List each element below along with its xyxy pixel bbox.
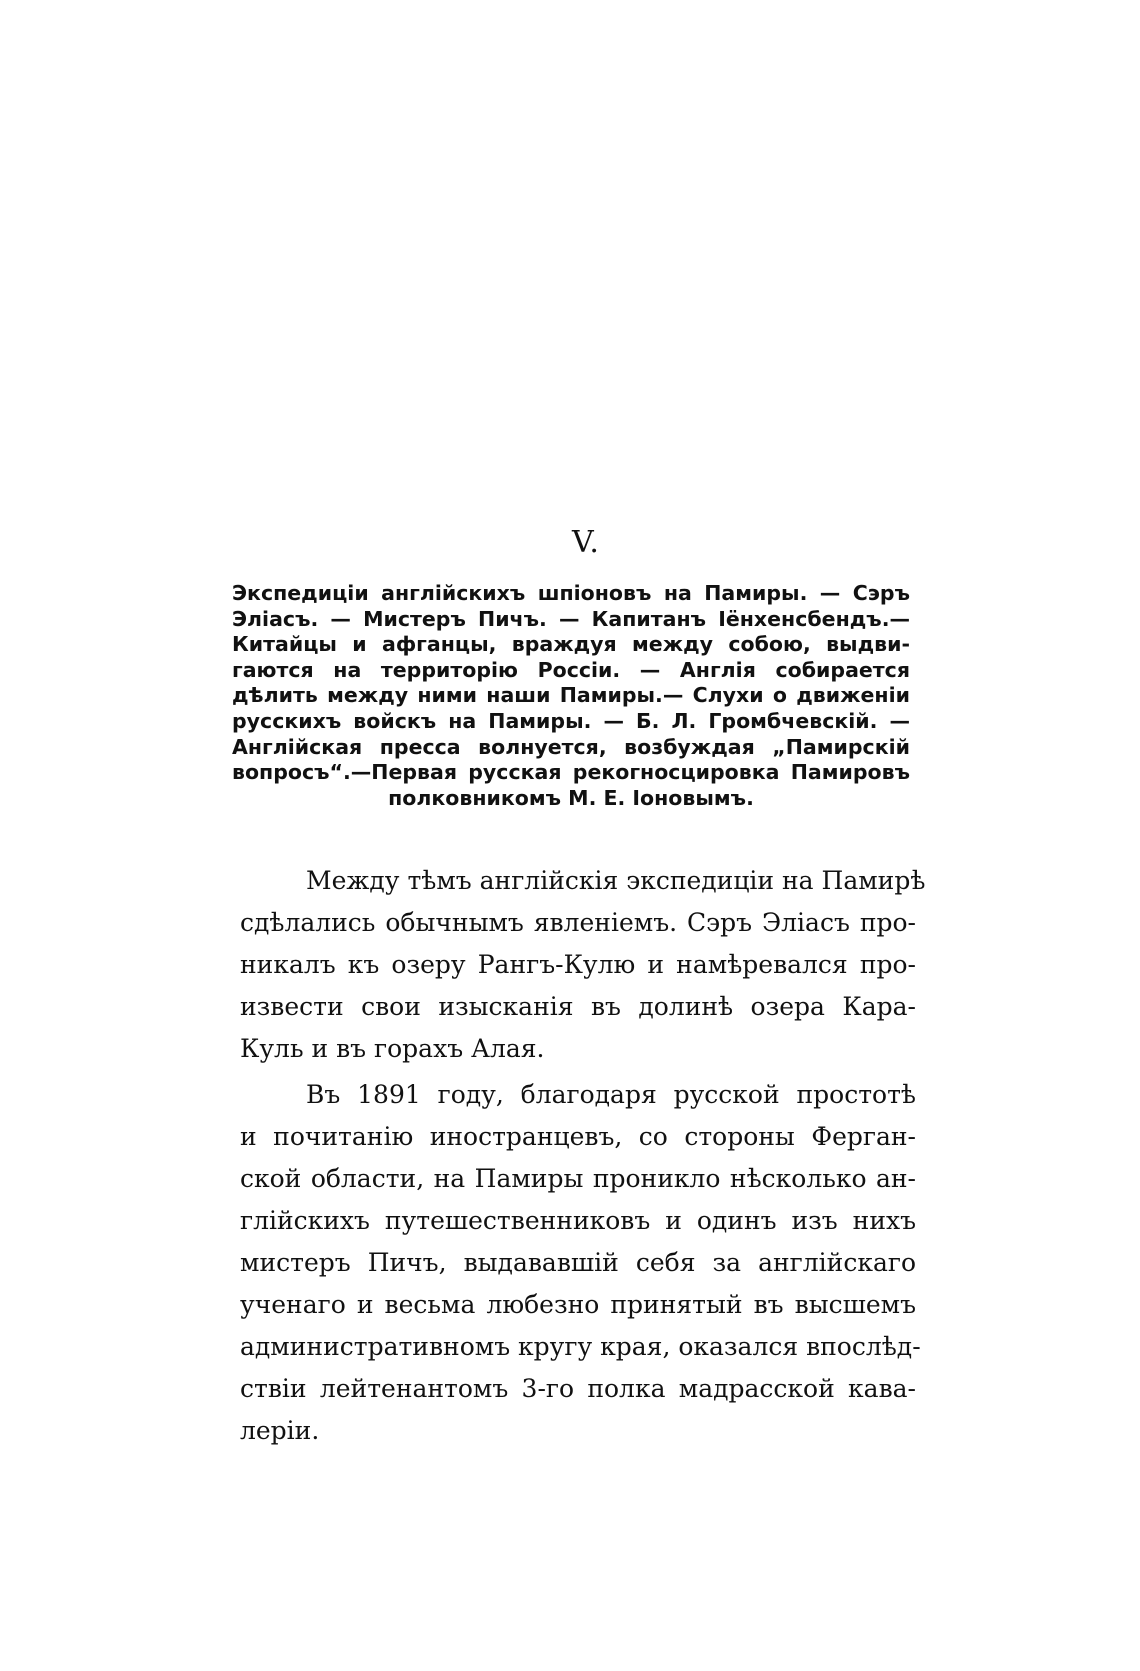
paragraph-line: глійскихъ путешественниковъ и одинъ изъ нихъ [240, 1206, 916, 1235]
paragraph-line: ской области, на Памиры проникло нѣсколько ан- [240, 1164, 916, 1193]
body-text [240, 860, 926, 1452]
paragraph-line: сдѣлались обычнымъ явленіемъ. Сэръ Эліасъ про- [240, 908, 916, 937]
chapter-number: V. [572, 525, 600, 560]
paragraph-line: ученаго и весьма любезно принятый въ высшемъ [240, 1290, 916, 1319]
summary-line: Эліасъ. — Мистеръ Пичъ. — Капитанъ Іёнхенсбендъ.— [232, 606, 910, 631]
chapter-summary [232, 581, 910, 811]
paragraph-line: никалъ къ озеру Рангъ-Кулю и намѣревался про- [240, 950, 916, 979]
paragraph-line: Между тѣмъ англійскія экспедиціи на Памирѣ [306, 866, 926, 895]
summary-line: русскихъ войскъ на Памиры. — Б. Л. Громбчевскій. — [232, 708, 910, 733]
summary-line: полковникомъ М. Е. Іоновымъ. [388, 785, 754, 810]
paragraph-line: административномъ кругу края, оказался впослѣд- [240, 1332, 921, 1361]
summary-line: Китайцы и афганцы, враждуя между собою, выдви- [232, 632, 910, 657]
paragraph-1 [240, 860, 926, 1070]
paragraph-2 [240, 1074, 921, 1452]
paragraph-line: Куль и въ горахъ Алая. [240, 1034, 545, 1063]
paragraph-line: леріи. [240, 1416, 320, 1445]
paragraph-line: извести свои изысканія въ долинѣ озера Кара- [240, 992, 916, 1021]
paragraph-line: и почитанію иностранцевъ, со стороны Ферган- [240, 1122, 916, 1151]
paragraph-line: Въ 1891 году, благодаря русской простотѣ [306, 1080, 916, 1109]
summary-line: вопросъ“.—Первая русская рекогносцировка Памировъ [232, 760, 910, 785]
summary-line: Экспедиціи англійскихъ шпіоновъ на Памиры. — Сэръ [232, 581, 910, 605]
summary-line: дѣлить между ними наши Памиры.— Слухи о движеніи [232, 683, 910, 708]
paragraph-line: ствіи лейтенантомъ 3-го полка мадрасской кава- [240, 1374, 916, 1403]
summary-line: гаются на территорію Россіи. — Англія собирается [232, 657, 910, 682]
paragraph-line: мистеръ Пичъ, выдававшій себя за англійскаго [240, 1248, 916, 1277]
summary-line: Англійская пресса волнуется, возбуждая „Памирскій [232, 734, 910, 759]
